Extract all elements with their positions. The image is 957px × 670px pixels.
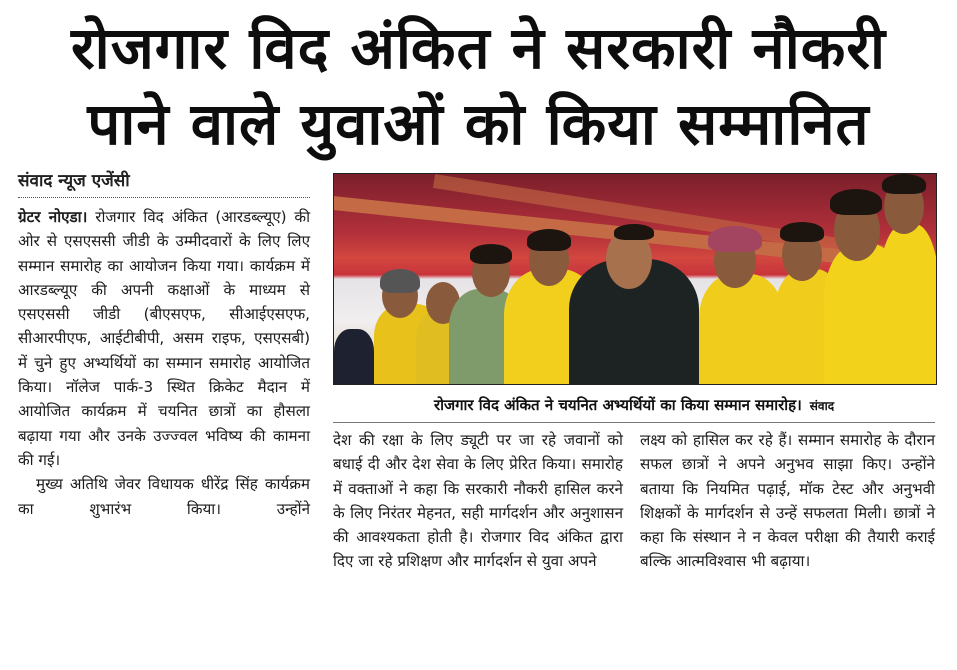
photo-caption-text: रोजगार विद अंकित ने चयनित अभ्यर्थियों का किया सम्मान समारोह। <box>433 396 802 414</box>
article-paragraph-1: रोजगार विद अंकित (आरडब्ल्यूए) की ओर से एसएससी जीडी के उम्मीदवारों के लिए लिए सम्मान समारोह का आयोजन किया गया। कार्यक्रम में आरडब्ल्यूए की अपनी कक्षाओं के माध्यम से एसएससी जीडी (बीएसएफ, सीआईएसएफ, सीआरपीएफ, आईटीबीपी, असम राइफ, एसएसबी) में चुने हुए अभ्यर्थियों का सम्मान समारोह आयोजित किया। नॉलेज पार्क-3 स्थित क्रिकेट मैदान में आयोजित कार्यक्रम में चयनित छात्रों का हौसला बढ़ाया गया और उनके उज्ज्वल भविष्य की कामना की गई। <box>18 208 311 469</box>
headline-line-1: रोजगार विद अंकित ने सरकारी नौकरी <box>70 14 887 82</box>
dateline: ग्रेटर नोएडा। <box>18 208 88 226</box>
byline: संवाद न्यूज एजेंसी <box>18 168 310 198</box>
article-paragraph-3: देश की रक्षा के लिए ड्यूटी पर जा रहे जवानों को बधाई दी और देश सेवा के लिए प्रेरित किया। समारोह में वक्ताओं ने कहा कि सरकारी नौकरी हासिल करने के लिए निरंतर मेहनत, सही मार्गदर्शन और अनुशासन की आवश्यकता होती है। रोजगार विद अंकित द्वारा दिए जा रहे प्रशिक्षण और मार्गदर्शन से युवा अपने <box>333 431 623 571</box>
article-paragraph-2: मुख्य अतिथि जेवर विधायक धीरेंद्र सिंह कार्यक्रम का शुभारंभ किया। उन्होंने <box>18 475 310 518</box>
caption-rule <box>333 422 935 423</box>
headline-line-2: पाने वाले युवाओं को किया सम्मानित <box>87 90 870 158</box>
article-column-1 <box>18 205 310 521</box>
article-paragraph-4: लक्ष्य को हासिल कर रहे हैं। सम्मान समारोह के दौरान सफल छात्रों ने अपने अनुभव साझा किए। उन्होंने बताया कि नियमित पढ़ाई, मॉक टेस्ट और अनुभवी शिक्षकों के मार्गदर्शन से उन्हें सफलता मिली। छात्रों ने कहा कि संस्थान ने न केवल परीक्षा की तैयारी कराई बल्कि आत्मविश्वास भी बढ़ाया। <box>640 431 935 571</box>
news-photo <box>333 173 937 385</box>
article-column-2 <box>333 428 623 574</box>
photo-credit: संवाद <box>809 399 835 413</box>
photo-caption <box>333 395 935 415</box>
article-column-3 <box>640 428 935 574</box>
